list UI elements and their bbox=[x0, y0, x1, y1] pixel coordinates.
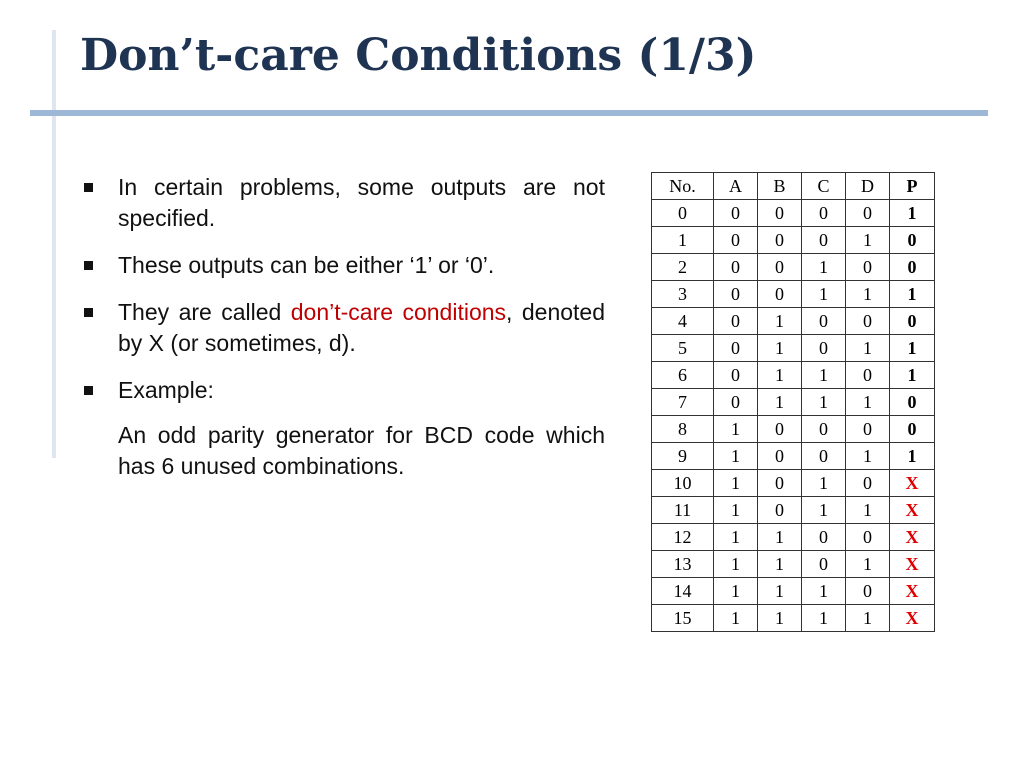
cell-c: 0 bbox=[802, 227, 846, 254]
cell-c: 1 bbox=[802, 389, 846, 416]
cell-a: 1 bbox=[714, 470, 758, 497]
cell-b: 0 bbox=[758, 227, 802, 254]
header-p: P bbox=[890, 173, 935, 200]
cell-b: 0 bbox=[758, 200, 802, 227]
cell-d: 0 bbox=[846, 578, 890, 605]
bullet-item bbox=[80, 250, 605, 281]
cell-d: 1 bbox=[846, 281, 890, 308]
cell-p: 1 bbox=[890, 200, 935, 227]
cell-b: 0 bbox=[758, 254, 802, 281]
cell-c: 0 bbox=[802, 200, 846, 227]
bullet-text: In certain problems, some outputs are not specified. bbox=[118, 174, 605, 231]
cell-no: 7 bbox=[652, 389, 714, 416]
cell-c: 1 bbox=[802, 470, 846, 497]
table-row bbox=[652, 281, 935, 308]
cell-a: 0 bbox=[714, 281, 758, 308]
cell-no: 0 bbox=[652, 200, 714, 227]
cell-c: 0 bbox=[802, 308, 846, 335]
cell-d: 0 bbox=[846, 308, 890, 335]
cell-no: 13 bbox=[652, 551, 714, 578]
bullet-list bbox=[80, 172, 605, 498]
cell-b: 1 bbox=[758, 524, 802, 551]
bullet-text: Example: bbox=[118, 377, 214, 403]
cell-c: 0 bbox=[802, 416, 846, 443]
header-b: B bbox=[758, 173, 802, 200]
cell-a: 0 bbox=[714, 308, 758, 335]
bullet-text-prefix: They are called bbox=[118, 299, 291, 325]
cell-no: 6 bbox=[652, 362, 714, 389]
cell-p: 0 bbox=[890, 389, 935, 416]
cell-a: 0 bbox=[714, 335, 758, 362]
cell-a: 0 bbox=[714, 200, 758, 227]
table-row bbox=[652, 497, 935, 524]
cell-no: 12 bbox=[652, 524, 714, 551]
square-bullet-icon bbox=[84, 183, 93, 192]
cell-c: 1 bbox=[802, 497, 846, 524]
cell-no: 8 bbox=[652, 416, 714, 443]
cell-a: 1 bbox=[714, 605, 758, 632]
cell-a: 0 bbox=[714, 362, 758, 389]
cell-a: 1 bbox=[714, 578, 758, 605]
cell-p: X bbox=[890, 605, 935, 632]
cell-c: 1 bbox=[802, 578, 846, 605]
cell-b: 1 bbox=[758, 605, 802, 632]
cell-b: 0 bbox=[758, 470, 802, 497]
table-row bbox=[652, 362, 935, 389]
cell-b: 1 bbox=[758, 308, 802, 335]
cell-d: 1 bbox=[846, 443, 890, 470]
cell-a: 0 bbox=[714, 254, 758, 281]
table-row bbox=[652, 389, 935, 416]
cell-a: 1 bbox=[714, 416, 758, 443]
cell-d: 1 bbox=[846, 389, 890, 416]
cell-c: 0 bbox=[802, 443, 846, 470]
truth-table bbox=[651, 172, 935, 632]
cell-d: 1 bbox=[846, 497, 890, 524]
cell-d: 0 bbox=[846, 470, 890, 497]
table-header-row bbox=[652, 173, 935, 200]
header-a: A bbox=[714, 173, 758, 200]
cell-a: 1 bbox=[714, 524, 758, 551]
cell-d: 1 bbox=[846, 335, 890, 362]
cell-p: 1 bbox=[890, 443, 935, 470]
cell-no: 2 bbox=[652, 254, 714, 281]
table-row bbox=[652, 470, 935, 497]
cell-c: 1 bbox=[802, 254, 846, 281]
cell-d: 0 bbox=[846, 362, 890, 389]
table-row bbox=[652, 605, 935, 632]
cell-p: 0 bbox=[890, 254, 935, 281]
cell-b: 1 bbox=[758, 389, 802, 416]
square-bullet-icon bbox=[84, 308, 93, 317]
table-row bbox=[652, 551, 935, 578]
cell-c: 0 bbox=[802, 551, 846, 578]
cell-no: 15 bbox=[652, 605, 714, 632]
cell-d: 0 bbox=[846, 200, 890, 227]
cell-d: 0 bbox=[846, 416, 890, 443]
table-row bbox=[652, 254, 935, 281]
cell-d: 1 bbox=[846, 605, 890, 632]
cell-d: 0 bbox=[846, 254, 890, 281]
cell-p: 0 bbox=[890, 227, 935, 254]
table-row bbox=[652, 227, 935, 254]
table-row bbox=[652, 200, 935, 227]
table-row bbox=[652, 524, 935, 551]
cell-a: 0 bbox=[714, 227, 758, 254]
cell-d: 1 bbox=[846, 227, 890, 254]
table-row bbox=[652, 308, 935, 335]
square-bullet-icon bbox=[84, 261, 93, 270]
cell-a: 1 bbox=[714, 443, 758, 470]
cell-b: 0 bbox=[758, 443, 802, 470]
cell-c: 1 bbox=[802, 605, 846, 632]
cell-no: 3 bbox=[652, 281, 714, 308]
cell-no: 4 bbox=[652, 308, 714, 335]
cell-p: 1 bbox=[890, 335, 935, 362]
cell-no: 11 bbox=[652, 497, 714, 524]
cell-p: X bbox=[890, 524, 935, 551]
header-no: No. bbox=[652, 173, 714, 200]
cell-b: 0 bbox=[758, 497, 802, 524]
cell-b: 1 bbox=[758, 578, 802, 605]
bullet-text: These outputs can be either ‘1’ or ‘0’. bbox=[118, 252, 495, 278]
cell-c: 0 bbox=[802, 524, 846, 551]
cell-p: X bbox=[890, 470, 935, 497]
cell-p: 1 bbox=[890, 362, 935, 389]
bullet-item bbox=[80, 297, 605, 359]
cell-p: X bbox=[890, 551, 935, 578]
header-c: C bbox=[802, 173, 846, 200]
left-accent-rule bbox=[52, 30, 56, 458]
cell-p: 1 bbox=[890, 281, 935, 308]
highlight-term: don’t-care conditions bbox=[290, 299, 507, 325]
cell-p: X bbox=[890, 578, 935, 605]
cell-c: 1 bbox=[802, 362, 846, 389]
cell-b: 1 bbox=[758, 551, 802, 578]
table-row bbox=[652, 443, 935, 470]
cell-a: 0 bbox=[714, 389, 758, 416]
header-d: D bbox=[846, 173, 890, 200]
cell-a: 1 bbox=[714, 497, 758, 524]
cell-no: 1 bbox=[652, 227, 714, 254]
sub-paragraph bbox=[80, 420, 605, 482]
cell-b: 1 bbox=[758, 335, 802, 362]
bullet-item bbox=[80, 172, 605, 234]
cell-no: 9 bbox=[652, 443, 714, 470]
cell-d: 1 bbox=[846, 551, 890, 578]
title-underline-rule bbox=[30, 110, 988, 116]
table-row bbox=[652, 416, 935, 443]
table-row bbox=[652, 335, 935, 362]
cell-p: X bbox=[890, 497, 935, 524]
table-row bbox=[652, 578, 935, 605]
cell-d: 0 bbox=[846, 524, 890, 551]
square-bullet-icon bbox=[84, 386, 93, 395]
cell-no: 10 bbox=[652, 470, 714, 497]
bullet-item bbox=[80, 375, 605, 406]
bullet-text-suffix: , denoted by X (or sometimes, d). bbox=[118, 299, 606, 356]
cell-p: 0 bbox=[890, 308, 935, 335]
cell-no: 5 bbox=[652, 335, 714, 362]
cell-no: 14 bbox=[652, 578, 714, 605]
example-text: An odd parity generator for BCD code which has 6 unused combinations. bbox=[118, 422, 605, 479]
cell-b: 1 bbox=[758, 362, 802, 389]
cell-a: 1 bbox=[714, 551, 758, 578]
cell-b: 0 bbox=[758, 281, 802, 308]
slide-title: Don’t-care Conditions (1/3) bbox=[80, 30, 757, 81]
cell-c: 1 bbox=[802, 281, 846, 308]
cell-c: 0 bbox=[802, 335, 846, 362]
cell-p: 0 bbox=[890, 416, 935, 443]
cell-b: 0 bbox=[758, 416, 802, 443]
